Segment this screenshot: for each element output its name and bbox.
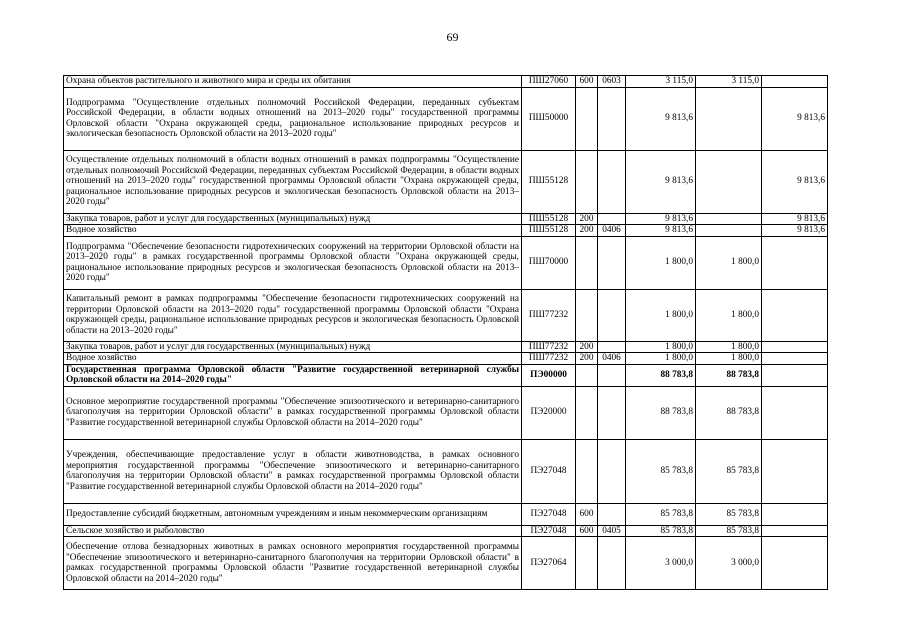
cell-name: Подпрограмма "Осуществление отдельных полномочий Российской Федерации, переданных субъектам Российской Федерации, в области водных отношений на 2013–2020 годы" государственной программы Орловской области "Охрана окружающей среды, рациональное использование природных ресурсов и экологическая безопасность Орловской области на 2013–2020 годы" [64,87,522,150]
cell-amount-3 [762,236,828,289]
cell-name: Государственная программа Орловской области "Развитие государственной ветеринарной службы Орловской области на 2014–2020 годы" [64,364,522,386]
cell-target-code: ПЭ27048 [522,503,576,525]
cell-expense-type [576,386,598,439]
cell-amount-1: 3 000,0 [626,537,696,590]
cell-expense-type [576,289,598,341]
cell-section-code [598,289,626,341]
cell-amount-3 [762,537,828,590]
cell-name: Подпрограмма "Обеспечение безопасности гидротехнических сооружений на территории Орловской области на 2013–2020 годы" в рамках государственной программы Орловской области "Охрана окружающей среды, рациональное использование природных ресурсов и экологическая безопасность Орловской области на 2013–2020 годы" [64,236,522,289]
cell-amount-2: 85 783,8 [696,525,762,537]
cell-expense-type: 200 [576,341,598,353]
cell-amount-3: 9 813,6 [762,150,828,213]
cell-target-code: ПЭ27064 [522,537,576,590]
cell-section-code [598,537,626,590]
cell-expense-type: 600 [576,76,598,88]
cell-name: Закупка товаров, работ и услуг для государственных (муниципальных) нужд [64,341,522,353]
table-row [64,87,828,150]
cell-amount-2: 1 800,0 [696,353,762,365]
cell-target-code: ПШ55128 [522,150,576,213]
cell-amount-3 [762,386,828,439]
cell-amount-1: 1 800,0 [626,341,696,353]
cell-amount-1: 85 783,8 [626,525,696,537]
table-row [64,525,828,537]
cell-expense-type [576,439,598,503]
cell-amount-3: 9 813,6 [762,213,828,225]
cell-amount-2: 3 000,0 [696,537,762,590]
cell-amount-1: 1 800,0 [626,289,696,341]
budget-table [63,75,828,590]
cell-amount-2: 1 800,0 [696,341,762,353]
table-row [64,439,828,503]
cell-name: Учреждения, обеспечивающие предоставление услуг в области животноводства, в рамках основного мероприятия государственной программы "Обеспечение эпизоотического и ветеринарно-санитарного благополучия на территории Орловской области" в рамках государственной программы Орловской области "Развитие государственной ветеринарной службы Орловской области на 2014–2020 годы" [64,439,522,503]
cell-expense-type: 200 [576,213,598,225]
cell-section-code [598,439,626,503]
cell-amount-3 [762,289,828,341]
cell-expense-type [576,364,598,386]
cell-amount-3 [762,341,828,353]
cell-amount-2 [696,213,762,225]
cell-amount-3 [762,503,828,525]
cell-expense-type [576,87,598,150]
cell-section-code [598,364,626,386]
table-row [64,225,828,237]
cell-section-code [598,386,626,439]
cell-amount-2: 85 783,8 [696,439,762,503]
cell-amount-2: 1 800,0 [696,289,762,341]
cell-name: Предоставление субсидий бюджетным, автономным учреждениям и иным некоммерческим организациям [64,503,522,525]
cell-name: Водное хозяйство [64,225,522,237]
cell-name: Обеспечение отлова безнадзорных животных в рамках основного мероприятия государственной программы "Обеспечение эпизоотического и ветеринарно-санитарного благополучия на территории Орловской области" в рамках государственной программы Орловской области "Развитие государственной ветеринарной службы Орловской области на 2014–2020 годы" [64,537,522,590]
cell-amount-3 [762,439,828,503]
cell-amount-2 [696,150,762,213]
cell-section-code: 0603 [598,76,626,88]
cell-amount-2: 1 800,0 [696,236,762,289]
cell-expense-type [576,537,598,590]
cell-expense-type: 600 [576,525,598,537]
cell-amount-1: 9 813,6 [626,213,696,225]
cell-amount-1: 9 813,6 [626,150,696,213]
cell-amount-1: 9 813,6 [626,225,696,237]
cell-amount-2: 88 783,8 [696,364,762,386]
cell-name: Закупка товаров, работ и услуг для государственных (муниципальных) нужд [64,213,522,225]
cell-section-code [598,150,626,213]
table-row [64,353,828,365]
cell-name: Основное мероприятие государственной программы "Обеспечение эпизоотического и ветеринарно-санитарного благополучия на территории Орловской области" в рамках государственной программы Орловской области "Развитие государственной ветеринарной службы Орловской области на 2014–2020 годы" [64,386,522,439]
cell-expense-type: 200 [576,225,598,237]
cell-amount-1: 88 783,8 [626,364,696,386]
cell-amount-3 [762,364,828,386]
page-number: 69 [446,30,459,44]
table-row [64,150,828,213]
cell-amount-1: 85 783,8 [626,503,696,525]
cell-amount-3: 9 813,6 [762,87,828,150]
table-row [64,503,828,525]
cell-target-code: ПЭ27048 [522,439,576,503]
cell-amount-2 [696,87,762,150]
cell-target-code: ПЭ27048 [522,525,576,537]
cell-target-code: ПШ50000 [522,87,576,150]
cell-amount-3 [762,353,828,365]
cell-target-code: ПШ55128 [522,225,576,237]
table-row [64,213,828,225]
cell-expense-type: 200 [576,353,598,365]
cell-name: Водное хозяйство [64,353,522,365]
cell-amount-2 [696,225,762,237]
cell-name: Охрана объектов растительного и животного мира и среды их обитания [64,76,522,88]
cell-section-code [598,503,626,525]
cell-section-code: 0406 [598,225,626,237]
cell-amount-1: 85 783,8 [626,439,696,503]
cell-amount-1: 1 800,0 [626,353,696,365]
cell-amount-2: 88 783,8 [696,386,762,439]
cell-name: Осуществление отдельных полномочий в области водных отношений в рамках подпрограммы "Осуществление отдельных полномочий Российской Федерации, переданных субъектам Российской Федерации, в области водных отношений на 2013–2020 годы" государственной программы Орловской области "Охрана окружающей среды, рациональное использование природных ресурсов и экологическая безопасность Орловской области на 2013–2020 годы" [64,150,522,213]
cell-name: Сельское хозяйство и рыболовство [64,525,522,537]
table-row [64,364,828,386]
cell-amount-2: 85 783,8 [696,503,762,525]
cell-amount-3 [762,76,828,88]
cell-amount-1: 88 783,8 [626,386,696,439]
cell-target-code: ПЭ20000 [522,386,576,439]
cell-section-code [598,236,626,289]
cell-amount-1: 3 115,0 [626,76,696,88]
cell-target-code: ПШ27060 [522,76,576,88]
cell-target-code: ПШ77232 [522,353,576,365]
table-row [64,236,828,289]
table-row [64,537,828,590]
cell-target-code: ПШ77232 [522,341,576,353]
cell-amount-3 [762,525,828,537]
cell-section-code [598,87,626,150]
cell-target-code: ПШ77232 [522,289,576,341]
cell-section-code: 0406 [598,353,626,365]
cell-section-code [598,341,626,353]
table-row [64,386,828,439]
cell-section-code: 0405 [598,525,626,537]
cell-target-code: ПШ55128 [522,213,576,225]
cell-name: Капитальный ремонт в рамках подпрограммы "Обеспечение безопасности гидротехнических сооружений на территории Орловской области на 2013–2020 годы" государственной программы Орловской области "Охрана окружающей среды, рациональное использование природных ресурсов и экологическая безопасность Орловской области на 2013–2020 годы" [64,289,522,341]
cell-amount-1: 9 813,6 [626,87,696,150]
cell-expense-type [576,150,598,213]
cell-expense-type: 600 [576,503,598,525]
cell-amount-2: 3 115,0 [696,76,762,88]
cell-target-code: ПШ70000 [522,236,576,289]
table-row [64,76,828,88]
table-row [64,289,828,341]
cell-amount-1: 1 800,0 [626,236,696,289]
table-row [64,341,828,353]
cell-target-code: ПЭ00000 [522,364,576,386]
cell-expense-type [576,236,598,289]
cell-section-code [598,213,626,225]
cell-amount-3: 9 813,6 [762,225,828,237]
